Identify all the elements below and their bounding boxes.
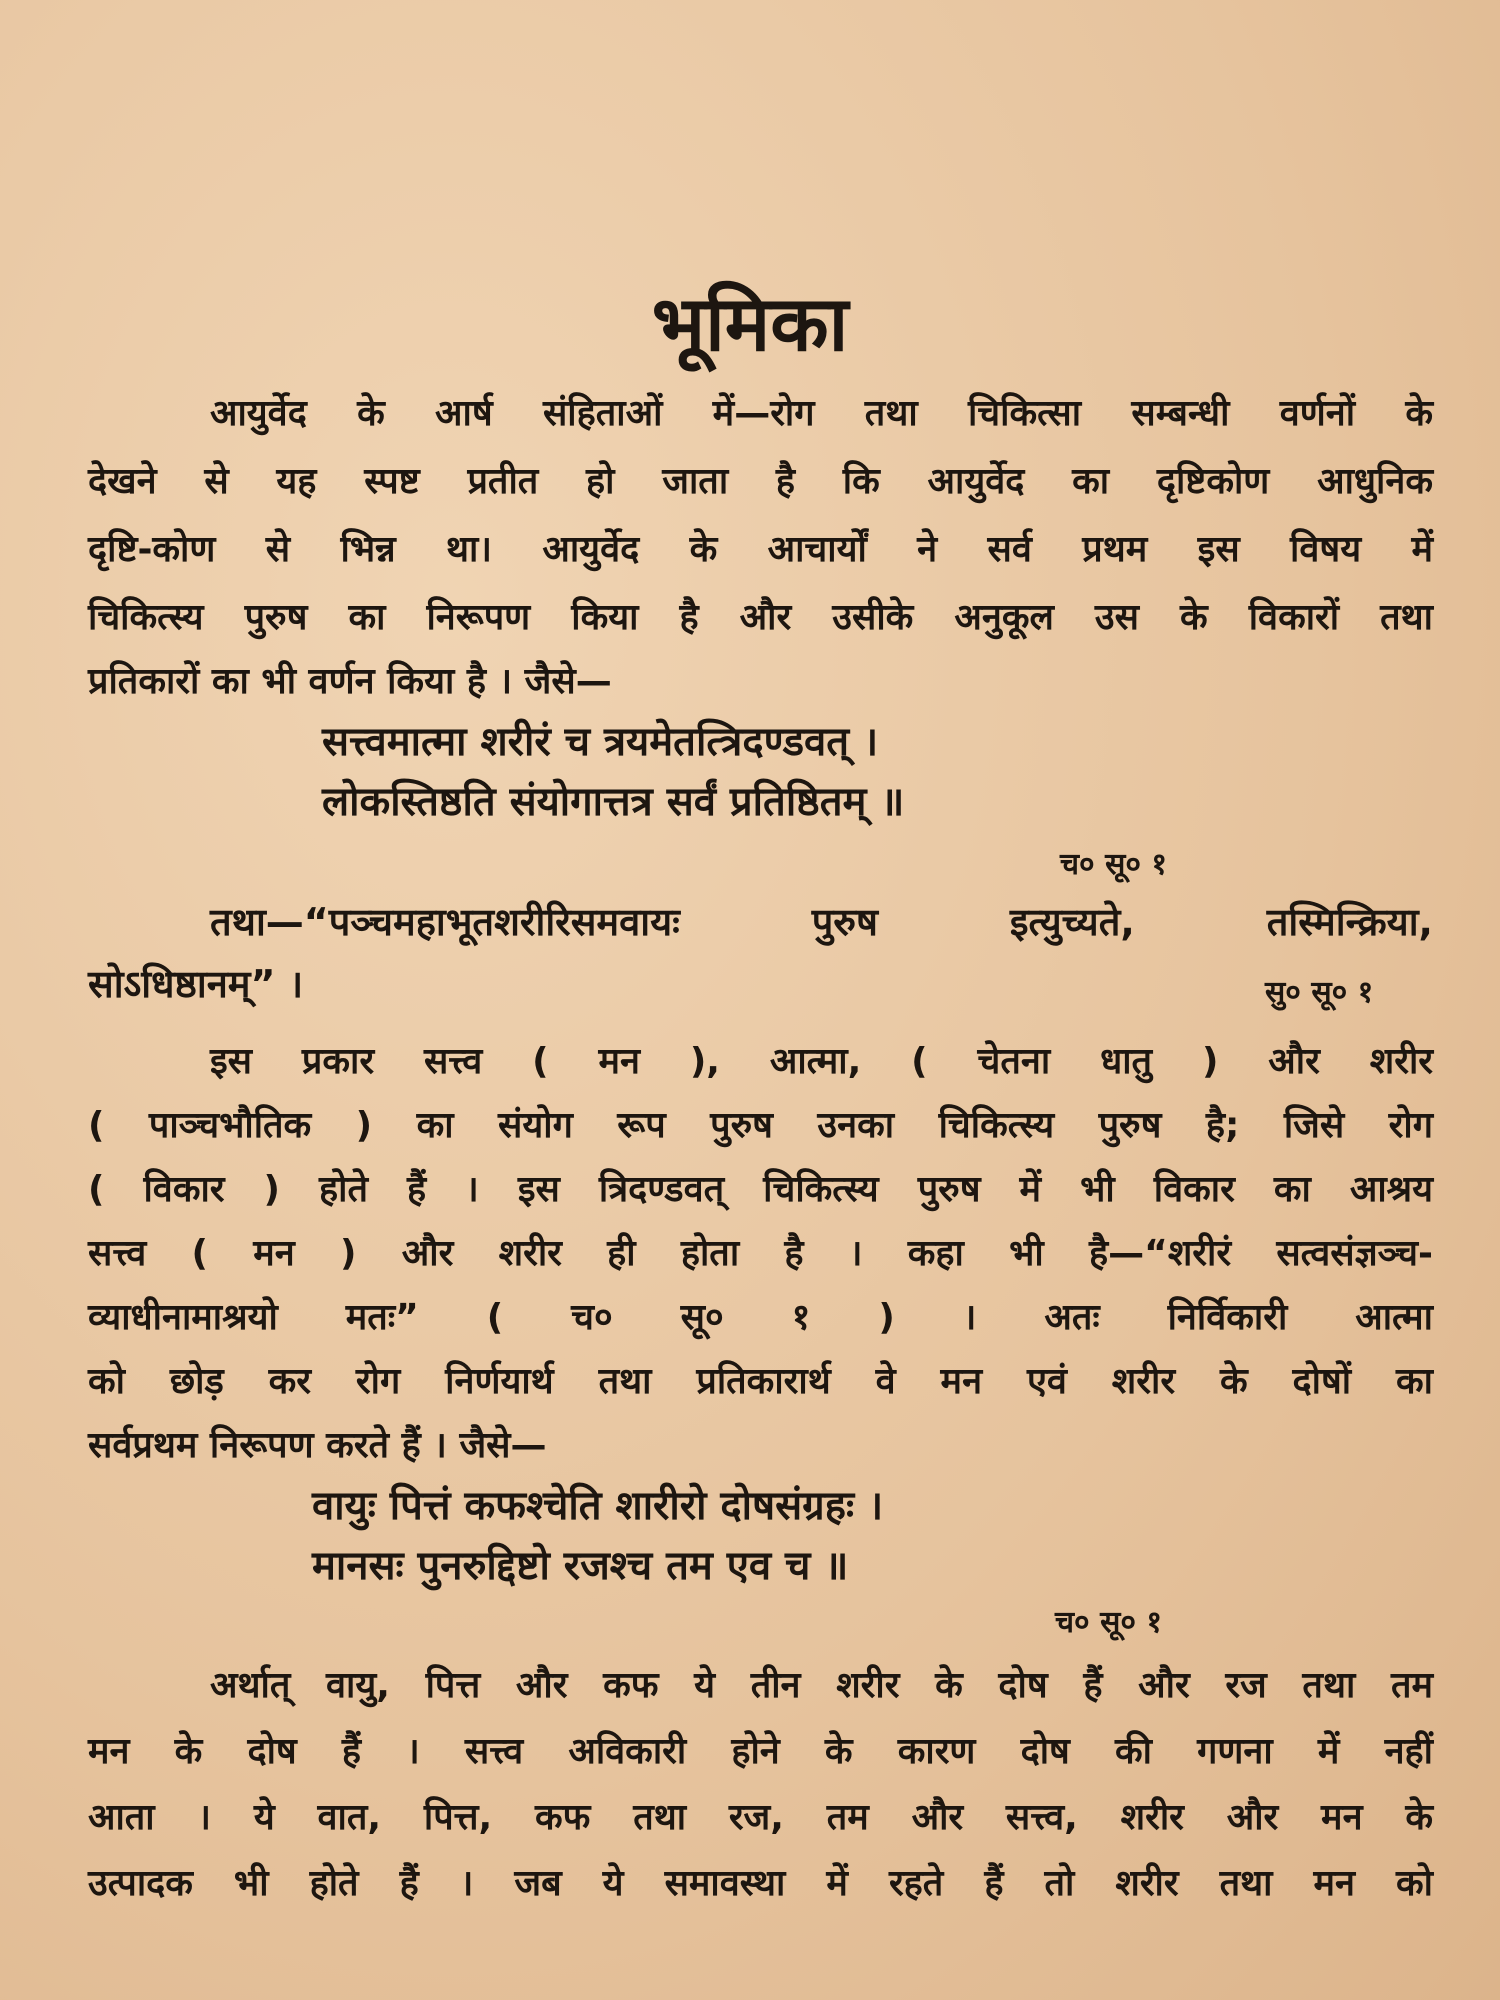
paragraph-line: दृष्टि-कोण से भिन्न था। आयुर्वेद के आचार्यों ने सर्व प्रथम इस विषय में — [88, 529, 1433, 570]
paragraph-line: सोऽधिष्ठानम्” । — [88, 962, 304, 1006]
paragraph-line: व्याधीनामाश्रयो मतः” ( च० सू० १ ) । अतः निर्विकारी आत्मा — [88, 1297, 1433, 1338]
paragraph-line: तथा—“पञ्चमहाभूतशरीरिसमवायः पुरुष इत्युच्यते, तस्मिन्क्रिया, — [210, 900, 1433, 944]
citation: सु० सू० १ — [1265, 975, 1374, 1010]
paragraph-line: इस प्रकार सत्त्व ( मन ), आत्मा, ( चेतना धातु ) और शरीर — [210, 1041, 1433, 1082]
paragraph-line: सत्त्व ( मन ) और शरीर ही होता है । कहा भी है—“शरीरं सत्वसंज्ञञ्च- — [88, 1233, 1433, 1274]
verse-line: वायुः पित्तं कफश्चेति शारीरो दोषसंग्रहः । — [312, 1483, 884, 1529]
paragraph-line: ( पाञ्चभौतिक ) का संयोग रूप पुरुष उनका चिकित्स्य पुरुष है; जिसे रोग — [88, 1105, 1433, 1146]
paragraph-line: उत्पादक भी होते हैं । जब ये समावस्था में रहते हैं तो शरीर तथा मन को — [88, 1863, 1433, 1904]
paragraph-line: अर्थात् वायु, पित्त और कफ ये तीन शरीर के दोष हैं और रज तथा तम — [210, 1665, 1433, 1706]
citation: च० सू० १ — [1060, 847, 1168, 882]
paragraph-line: सर्वप्रथम निरूपण करते हैं । जैसे— — [88, 1425, 547, 1466]
paragraph-line: ( विकार ) होते हैं । इस त्रिदण्डवत् चिकित्स्य पुरुष में भी विकार का आश्रय — [88, 1169, 1433, 1210]
paragraph-line: को छोड़ कर रोग निर्णयार्थ तथा प्रतिकारार्थ वे मन एवं शरीर के दोषों का — [88, 1361, 1433, 1402]
paragraph-line: चिकित्स्य पुरुष का निरूपण किया है और उसीके अनुकूल उस के विकारों तथा — [88, 597, 1433, 638]
paragraph-line: आता । ये वात, पित्त, कफ तथा रज, तम और सत्त्व, शरीर और मन के — [88, 1797, 1433, 1838]
paragraph-line: देखने से यह स्पष्ट प्रतीत हो जाता है कि आयुर्वेद का दृष्टिकोण आधुनिक — [88, 461, 1433, 502]
page-title: भूमिका — [651, 279, 849, 368]
citation: च० सू० १ — [1055, 1605, 1163, 1640]
verse-line: लोकस्तिष्ठति संयोगात्तत्र सर्वं प्रतिष्ठितम् ॥ — [322, 779, 905, 825]
paragraph-line: प्रतिकारों का भी वर्णन किया है । जैसे— — [88, 661, 612, 702]
verse-line: सत्त्वमात्मा शरीरं च त्रयमेतत्त्रिदण्डवत् । — [322, 719, 879, 765]
verse-line: मानसः पुनरुद्दिष्टो रजश्च तम एव च ॥ — [312, 1543, 849, 1589]
paragraph-line: मन के दोष हैं । सत्त्व अविकारी होने के कारण दोष की गणना में नहीं — [88, 1731, 1433, 1772]
paragraph-line: आयुर्वेद के आर्ष संहिताओं में—रोग तथा चिकित्सा सम्बन्धी वर्णनों के — [210, 393, 1433, 434]
